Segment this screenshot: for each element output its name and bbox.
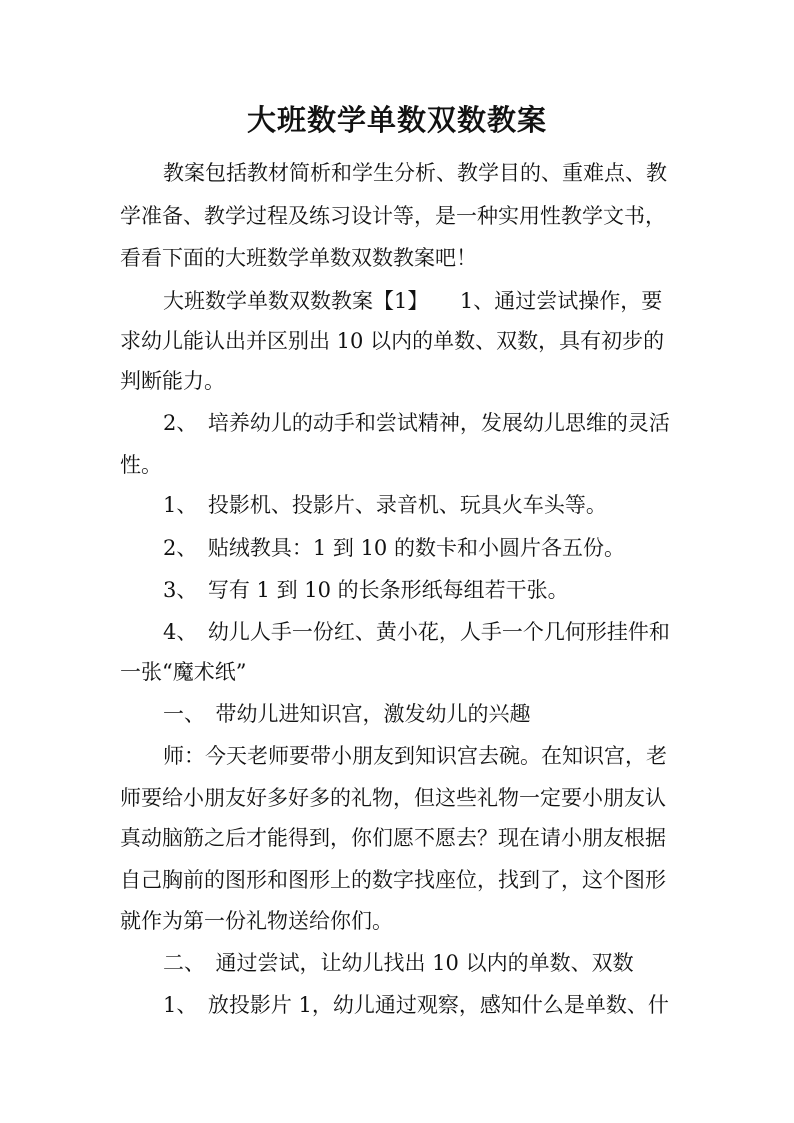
paragraph-line: 2、 培养幼儿的动手和尝试精神，发展幼儿思维的灵活 [163, 411, 670, 435]
paragraph-line: 3、 写有 1 到 10 的长条形纸每组若干张。 [163, 578, 569, 602]
paragraph-line: 大班数学单数双数教案【1】 1、通过尝试操作，要 [163, 289, 663, 313]
section-heading: 一、 带幼儿进知识宫，激发幼儿的兴趣 [163, 702, 531, 726]
paragraph-line: 师：今天老师要带小朋友到知识宫去碗。在知识宫，老 [163, 744, 667, 768]
paragraph-line: 教案包括教材简析和学生分析、教学目的、重难点、教 [163, 161, 667, 185]
paragraph-line: 自己胸前的图形和图形上的数字找座位，找到了，这个图形 [120, 868, 666, 892]
paragraph-line: 性。 [120, 453, 162, 477]
paragraph-line: 真动脑筋之后才能得到，你们愿不愿去？现在请小朋友根据 [120, 826, 666, 850]
paragraph-line: 求幼儿能认出并区别出 10 以内的单数、双数，具有初步的 [120, 329, 665, 353]
paragraph-line: 就作为第一份礼物送给你们。 [120, 909, 393, 933]
paragraph-line: 师要给小朋友好多好多的礼物，但这些礼物一定要小朋友认 [120, 786, 666, 810]
section-heading: 二、 通过尝试，让幼儿找出 10 以内的单数、双数 [163, 951, 634, 975]
paragraph-line: 学准备、教学过程及练习设计等，是一种实用性教学文书， [120, 204, 666, 228]
paragraph-line: 1、 投影机、投影片、录音机、玩具火车头等。 [163, 493, 607, 517]
paragraph-line: 判断能力。 [120, 369, 225, 393]
paragraph-line: 4、 幼儿人手一份红、黄小花，人手一个几何形挂件和 [163, 620, 670, 644]
document-title: 大班数学单数双数教案 [246, 103, 547, 137]
paragraph-line: 看看下面的大班数学单数双数教案吧！ [120, 246, 477, 270]
paragraph-line: 2、 贴绒教具：1 到 10 的数卡和小圆片各五份。 [163, 536, 625, 560]
paragraph-line: 一张“魔术纸” [120, 660, 247, 684]
paragraph-line: 1、 放投影片 1，幼儿通过观察，感知什么是单数、什 [163, 993, 669, 1017]
